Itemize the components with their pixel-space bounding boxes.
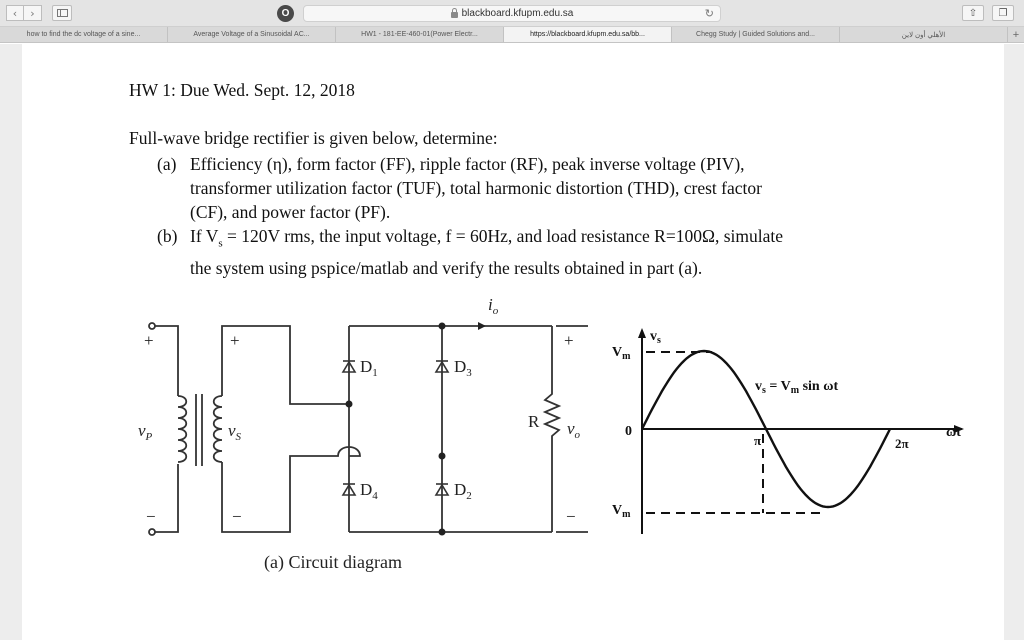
vp-label: $v_P$ xyxy=(138,421,153,443)
output-plus: + xyxy=(564,331,574,350)
tab-2[interactable] xyxy=(336,27,504,42)
d4-label: $D_4$ xyxy=(360,480,378,502)
tab-label: الأهلي أون لاين xyxy=(901,31,946,39)
equation-label: $v_s = V_m$ sin ωt xyxy=(755,379,839,396)
page-margin-left xyxy=(0,44,22,640)
circuit-caption: (a) Circuit diagram xyxy=(264,552,402,572)
nav-buttons xyxy=(6,5,42,21)
d3-label: $D_3$ xyxy=(454,357,472,379)
junction-dot xyxy=(439,323,446,330)
question-a-line: Efficiency (η), form factor (FF), ripple factor (RF), peak inverse voltage (PIV), xyxy=(190,154,745,174)
tab-strip xyxy=(0,27,1024,43)
question-b-sub: s xyxy=(218,237,223,250)
vs-label: $v_S$ xyxy=(228,421,242,443)
question-b-pre: If V xyxy=(190,226,219,246)
share-icon: ⇧ xyxy=(968,7,978,19)
show-tabs-button[interactable] xyxy=(992,5,1014,21)
primary-minus: − xyxy=(146,507,156,526)
vs-axis-arrow-icon xyxy=(638,328,646,338)
vo-label: $v_o$ xyxy=(567,419,581,441)
question-b-label: (b) xyxy=(157,226,178,246)
vm-bottom-label: $V_m$ xyxy=(612,503,631,520)
tabs-icon: ❐ xyxy=(998,7,1008,19)
primary-coil xyxy=(178,396,186,462)
tab-label: HW1 - 181-EE-460-01(Power Electr... xyxy=(361,31,478,38)
wt-label: ωt xyxy=(946,425,961,440)
primary-bottom-terminal xyxy=(149,529,155,535)
secondary-top-lead xyxy=(222,326,349,404)
pi-label: π xyxy=(754,433,762,448)
address-text: blackboard.kfupm.edu.sa xyxy=(461,8,574,19)
document-page xyxy=(22,44,1004,640)
tab-4[interactable] xyxy=(672,27,840,42)
junction-dot xyxy=(439,453,446,460)
tab-label: how to find the dc voltage of a sine... xyxy=(26,31,141,38)
sidebar-icon xyxy=(57,9,68,17)
back-button[interactable] xyxy=(6,5,24,21)
primary-leads xyxy=(155,326,178,532)
page-margin-right xyxy=(1004,44,1024,640)
question-a-line: transformer utilization factor (TUF), total harmonic distortion (THD), crest factor xyxy=(190,178,762,198)
io-label: $i_o$ xyxy=(488,295,499,317)
tab-label: Chegg Study | Guided Solutions and... xyxy=(696,31,815,38)
share-button[interactable] xyxy=(962,5,984,21)
zero-label: 0 xyxy=(625,424,632,439)
primary-plus: + xyxy=(144,331,154,350)
junction-dot xyxy=(439,529,446,536)
tab-3-active[interactable] xyxy=(504,27,672,42)
chevron-right-icon: › xyxy=(30,6,35,20)
two-pi-label: 2π xyxy=(895,436,909,451)
d1-label: $D_1$ xyxy=(360,357,378,379)
secondary-plus: + xyxy=(230,331,240,350)
question-b-line: the system using pspice/matlab and verify the results obtained in part (a). xyxy=(190,257,703,278)
secondary-bottom-lead xyxy=(222,447,360,532)
new-tab-button[interactable]: + xyxy=(1012,28,1020,41)
secondary-coil xyxy=(214,396,222,462)
vm-top-label: $V_m$ xyxy=(612,345,631,362)
sidebar-toggle-button[interactable] xyxy=(52,5,72,21)
circuit-diagram xyxy=(22,44,1004,640)
address-bar[interactable] xyxy=(303,5,721,22)
r-label: R xyxy=(528,412,540,431)
current-arrow-icon xyxy=(478,322,486,330)
tab-5[interactable] xyxy=(840,27,1008,42)
load-resistor xyxy=(545,326,559,532)
question-a-line: (CF), and power factor (PF). xyxy=(190,202,391,222)
junction-dot xyxy=(346,401,353,408)
browser-toolbar xyxy=(0,0,1024,27)
extension-button[interactable]: O xyxy=(277,5,294,22)
tab-label: https://blackboard.kfupm.edu.sa/bb... xyxy=(530,31,645,38)
page-title: HW 1: Due Wed. Sept. 12, 2018 xyxy=(129,80,355,100)
output-minus: − xyxy=(566,507,576,526)
reload-icon[interactable]: ↻ xyxy=(704,7,714,20)
tab-0[interactable] xyxy=(0,27,168,42)
question-b-post: = 120V rms, the input voltage, f = 60Hz, and load resistance R=100Ω, simulate xyxy=(222,226,784,246)
intro-text: Full-wave bridge rectifier is given below, determine: xyxy=(129,128,498,148)
question-a-label: (a) xyxy=(157,154,177,174)
lock-icon xyxy=(451,12,458,18)
chevron-left-icon: ‹ xyxy=(12,6,18,20)
tab-label: Average Voltage of a Sinusoidal AC... xyxy=(193,31,310,38)
vs-axis-label: $v_s$ xyxy=(650,329,661,346)
d2-label: $D_2$ xyxy=(454,480,472,502)
secondary-minus: − xyxy=(232,507,242,526)
tab-1[interactable] xyxy=(168,27,336,42)
primary-top-terminal xyxy=(149,323,155,329)
forward-button[interactable] xyxy=(24,5,42,21)
